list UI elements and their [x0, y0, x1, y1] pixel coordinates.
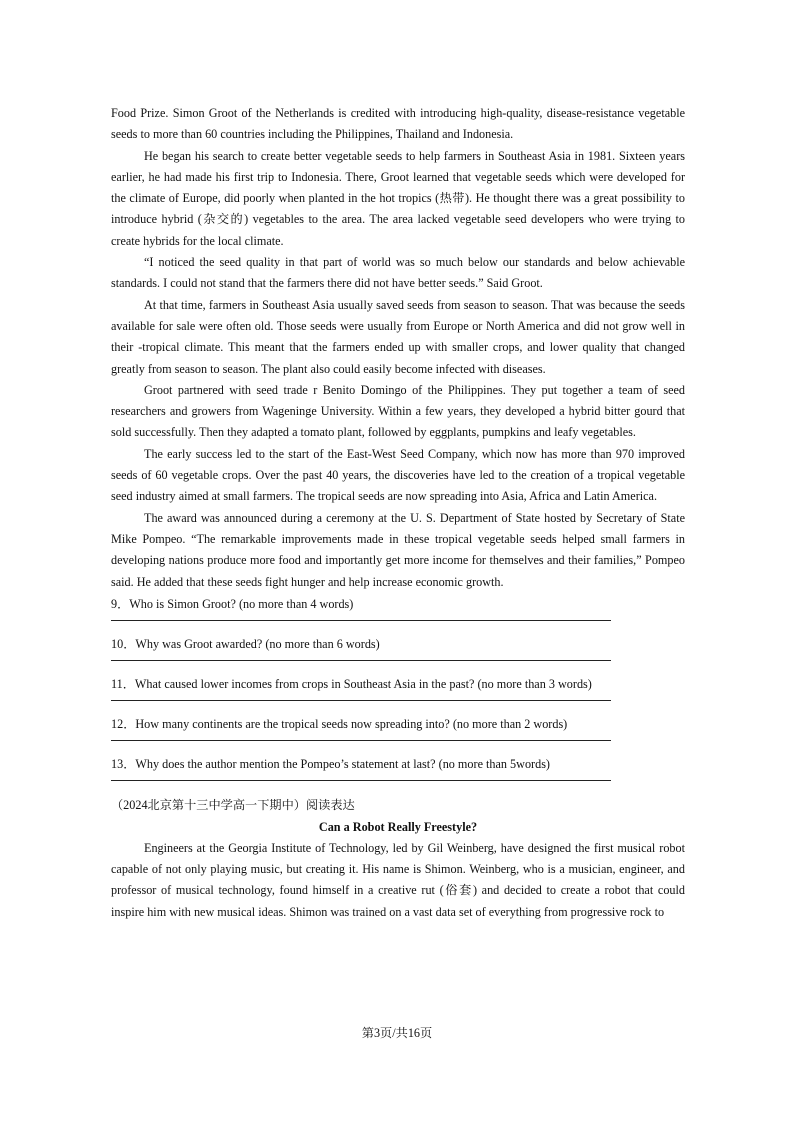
answer-line-10[interactable]: [111, 660, 611, 661]
paragraph-quote: “I noticed the seed quality in that part of world was so much below our standards and below achievable standards. I could not stand that the farmers there did not have better seeds.” Said Groot.: [111, 255, 685, 291]
answer-line-13[interactable]: [111, 780, 611, 781]
paragraph-award: The award was announced during a ceremony at the U. S. Department of State hosted by Secretary of State Mike Pompeo. “The remarkable improvements made in these tropical vegetable seeds helped small farmers in developing nations produce more food and importantly get more income for themselves and their families,” Pompeo said. He added that these seeds fight hunger and help increase economic growth.: [111, 510, 685, 589]
answer-line-11[interactable]: [111, 700, 611, 701]
paragraph-success: The early success led to the start of the East-West Seed Company, which now has more than 970 improved seeds of 60 vegetable crops. Over the past 40 years, the discoveries have led to the creation of a tropical vegetable seed industry aimed at small farmers. The tropical seeds are now spreading into Asia, Africa and Latin America.: [111, 446, 685, 504]
page-footer: 第3页/共16页: [361, 1026, 433, 1040]
answer-line-12[interactable]: [111, 740, 611, 741]
paragraph-partner: Groot partnered with seed trade r Benito Domingo of the Philippines. They put together a team of seed researchers and growers from Wageninge University. Within a few years, they developed a hybrid bitter gourd that sold successfully. Then they adapted a tomato plant, followed by eggplants, pumpkins and leafy vegetables.: [111, 382, 685, 440]
paragraph-robot: Engineers at the Georgia Institute of Technology, led by Gil Weinberg, have designed the first musical robot capable of not only playing music, but creating it. His name is Shimon. Weinberg, who is a musician, engineer, and professor of musical technology, found himself in a creative rut (俗套) and decided to create a robot that could inspire him with new musical ideas. Shimon was trained on a vast data set of everything from progressive rock to: [111, 840, 685, 919]
question-10: 10．Why was Groot awarded? (no more than 6 words): [111, 636, 380, 651]
paragraph-intro: Food Prize. Simon Groot of the Netherlands is credited with introducing high-quality, disease-resistance vegetable seeds to more than 60 countries including the Philippines, Thailand and Indonesia.: [111, 106, 685, 142]
paragraph-search: He began his search to create better vegetable seeds to help farmers in Southeast Asia in 1981. Sixteen years earlier, he had made his first trip to Indonesia. There, Groot learned that vegetable seeds which were developed for the climate of Europe, did poorly when planted in the hot tropics (热带). He thought there was a great possibility to introduce hybrid (杂交的) vegetables to the area. The area lacked vegetable seed developers who were trying to create hybrids for the local climate.: [111, 148, 685, 248]
question-11: 11．What caused lower incomes from crops in Southeast Asia in the past? (no more than 3 words): [111, 676, 592, 691]
source-label: （2024北京第十三中学高一下期中）阅读表达: [111, 797, 355, 812]
page-content: [111, 103, 685, 923]
passage-title: Can a Robot Really Freestyle?: [318, 819, 478, 834]
paragraph-farmers: At that time, farmers in Southeast Asia usually saved seeds from season to season. That was because the seeds available for sale were often old. Those seeds were usually from Europe or North America and did not grow well in their -tropical climate. This meant that the farmers ended up with smaller crops, and lower quality that changed greatly from season to season. The plant also could easily become infected with diseases.: [111, 297, 685, 376]
question-13: 13．Why does the author mention the Pompeo’s statement at last? (no more than 5words): [111, 756, 550, 771]
question-9: 9．Who is Simon Groot? (no more than 4 words): [111, 596, 354, 611]
answer-line-9[interactable]: [111, 620, 611, 621]
question-12: 12．How many continents are the tropical seeds now spreading into? (no more than 2 words): [111, 716, 568, 731]
